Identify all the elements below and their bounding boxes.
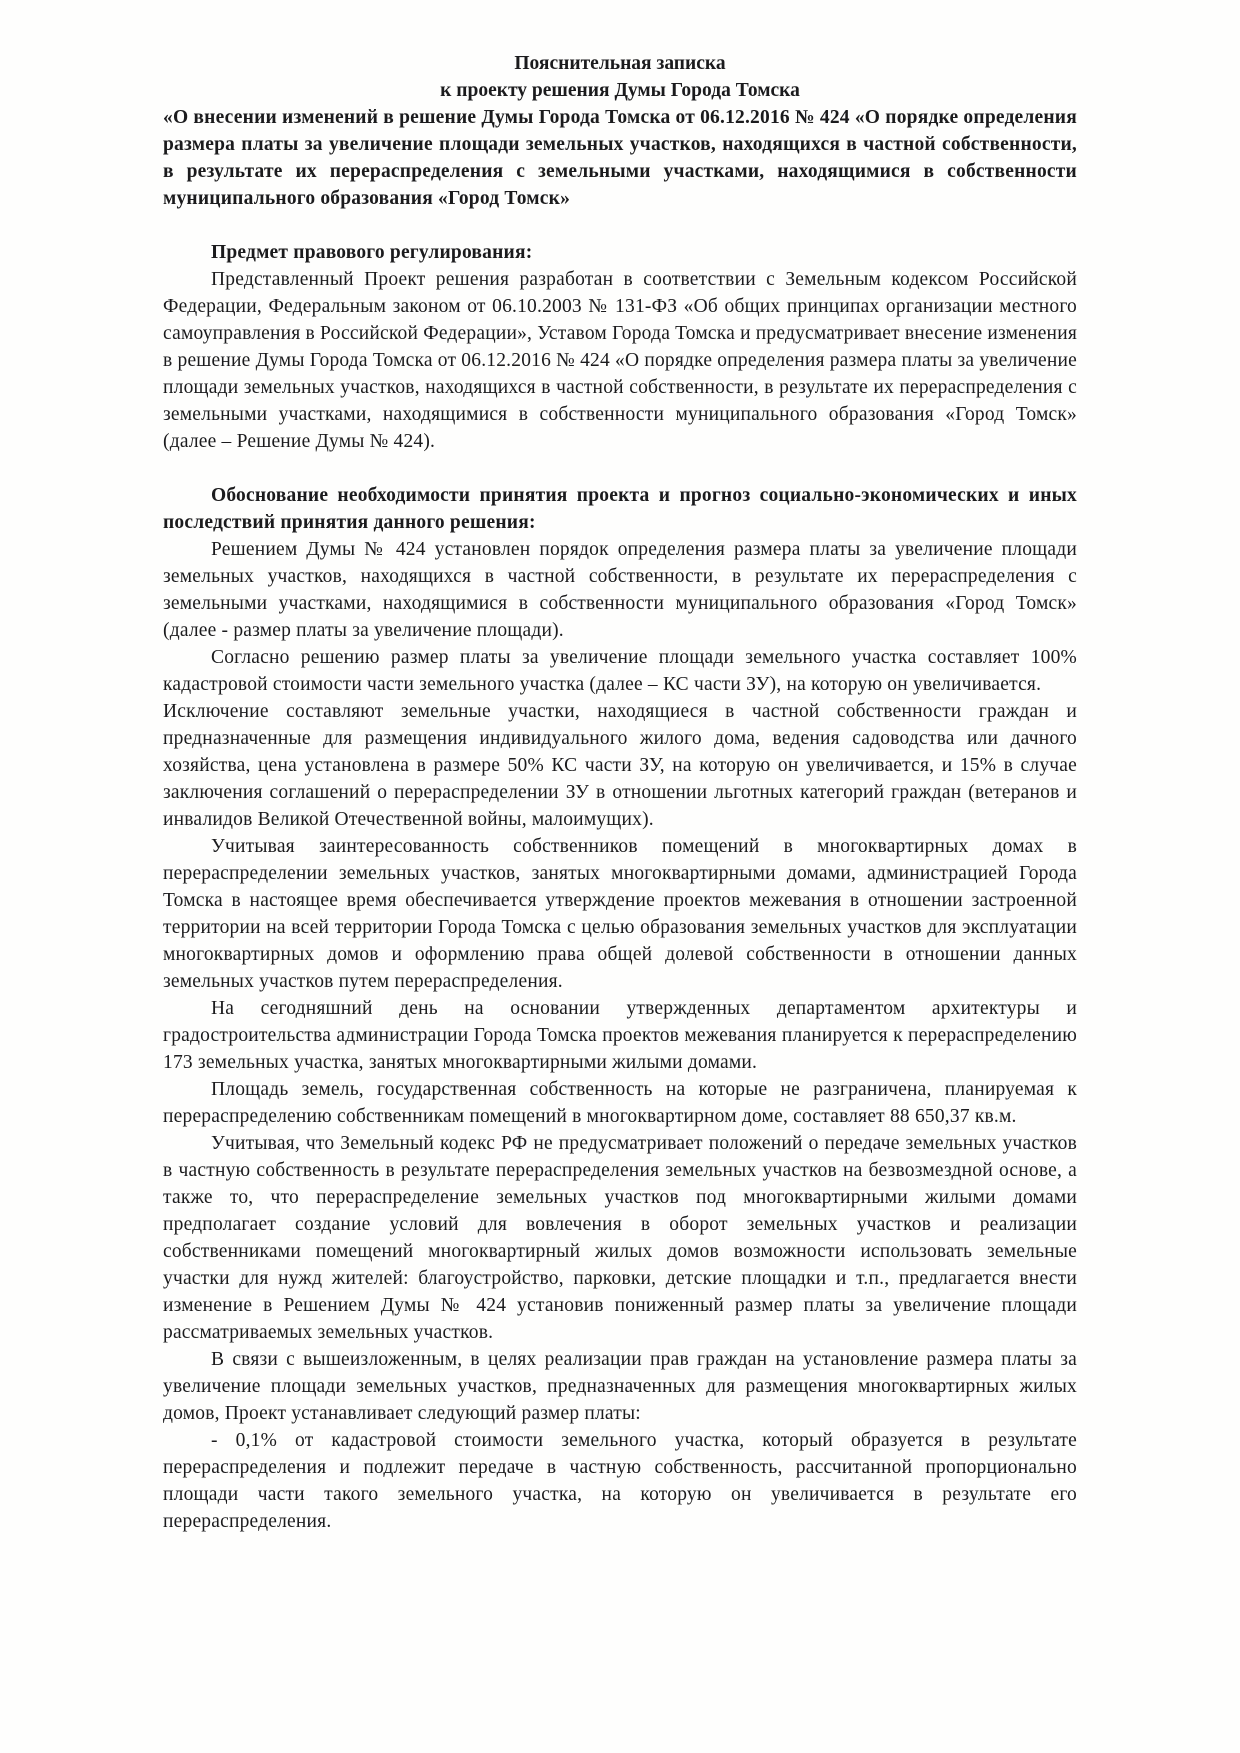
document-subject-paragraph: «О внесении изменений в решение Думы Города Томска от 06.12.2016 № 424 «О порядке определения размера платы за увеличение площади земельных участков, находящихся в частной собственности, в результате их перераспределения с земельными участками, находящимися в собственности муниципального образования «Город Томск» (163, 107, 1077, 209)
paragraph: На сегодняшний день на основании утвержденных департаментом архитектуры и градостроительства администрации Города Томска проектов межевания планируется к перераспределению 173 земельных участка, занятых многоквартирными жилыми домами. (163, 998, 1077, 1073)
spacer (163, 455, 1077, 482)
paragraph: Решением Думы № 424 установлен порядок определения размера платы за увеличение площади земельных участков, находящихся в частной собственности, в результате их перераспределения с земельными участками, находящимися в собственности муниципального образования «Город Томск» (далее - размер платы за увеличение площади). (163, 539, 1077, 641)
paragraph: Площадь земель, государственная собственность на которые не разграничена, планируемая к перераспределению собственникам помещений в многоквартирном доме, составляет 88 650,37 кв.м. (163, 1079, 1077, 1127)
section-heading-justification: Обоснование необходимости принятия проекта и прогноз социально-экономических и иных последствий принятия данного решения: (163, 485, 1077, 533)
paragraph: Исключение составляют земельные участки, находящиеся в частной собственности граждан и предназначенные для размещения индивидуального жилого дома, ведения садоводства или дачного хозяйства, цена установлена в размере 50% КС части ЗУ, на которую он увеличивается, и 15% в случае заключения соглашений о перераспределении ЗУ в отношении льготных категорий граждан (ветеранов и инвалидов Великой Отечественной войны, малоимущих). (163, 701, 1077, 830)
document-title-line2: к проекту решения Думы Города Томска (440, 80, 800, 101)
paragraph: - 0,1% от кадастровой стоимости земельного участка, который образуется в результате перераспределения и подлежит передаче в частную собственность, рассчитанной пропорционально площади части такого земельного участка, на которую он увеличивается в результате его перераспределения. (163, 1430, 1077, 1532)
paragraph: Учитывая, что Земельный кодекс РФ не предусматривает положений о передаче земельных участков в частную собственность в результате перераспределения земельных участков на безвозмездной основе, а также то, что перераспределение земельных участков под многоквартирными жилыми домами предполагает создание условий для вовлечения в оборот земельных участков и реализации собственниками помещений многоквартирный жилых домов возможности использовать земельные участки для нужд жителей: благоустройство, парковки, детские площадки и т.п., предлагается внести изменение в Решением Думы № 424 установив пониженный размер платы за увеличение площади рассматриваемых земельных участков. (163, 1133, 1077, 1343)
section-heading-subject-of-regulation: Предмет правового регулирования: (211, 242, 533, 263)
paragraph: В связи с вышеизложенным, в целях реализации прав граждан на установление размера платы за увеличение площади земельных участков, предназначенных для размещения многоквартирных жилых домов, Проект устанавливает следующий размер платы: (163, 1349, 1077, 1424)
paragraph: Представленный Проект решения разработан в соответствии с Земельным кодексом Российской Федерации, Федеральным законом от 06.10.2003 № 131-ФЗ «Об общих принципах организации местного самоуправления в Российской Федерации», Уставом Города Томска и предусматривает внесение изменения в решение Думы Города Томска от 06.12.2016 № 424 «О порядке определения размера платы за увеличение площади земельных участков, находящихся в частной собственности, в результате их перераспределения с земельными участками, находящимися в собственности муниципального образования «Город Томск» (далее – Решение Думы № 424). (163, 269, 1077, 452)
document-title-line1: Пояснительная записка (514, 53, 726, 74)
paragraph: Согласно решению размер платы за увеличение площади земельного участка составляет 100% кадастровой стоимости части земельного участка (далее – КС части ЗУ), на которую он увеличивается. (163, 647, 1077, 695)
paragraph: Учитывая заинтересованность собственников помещений в многоквартирных домах в перераспределении земельных участков, занятых многоквартирными домами, администрацией Города Томска в настоящее время обеспечивается утверждение проектов межевания в отношении застроенной территории на всей территории Города Томска с целью образования земельных участков для эксплуатации многоквартирных домов и оформлению права общей долевой собственности в отношении данных земельных участков путем перераспределения. (163, 836, 1077, 992)
spacer (163, 212, 1077, 239)
